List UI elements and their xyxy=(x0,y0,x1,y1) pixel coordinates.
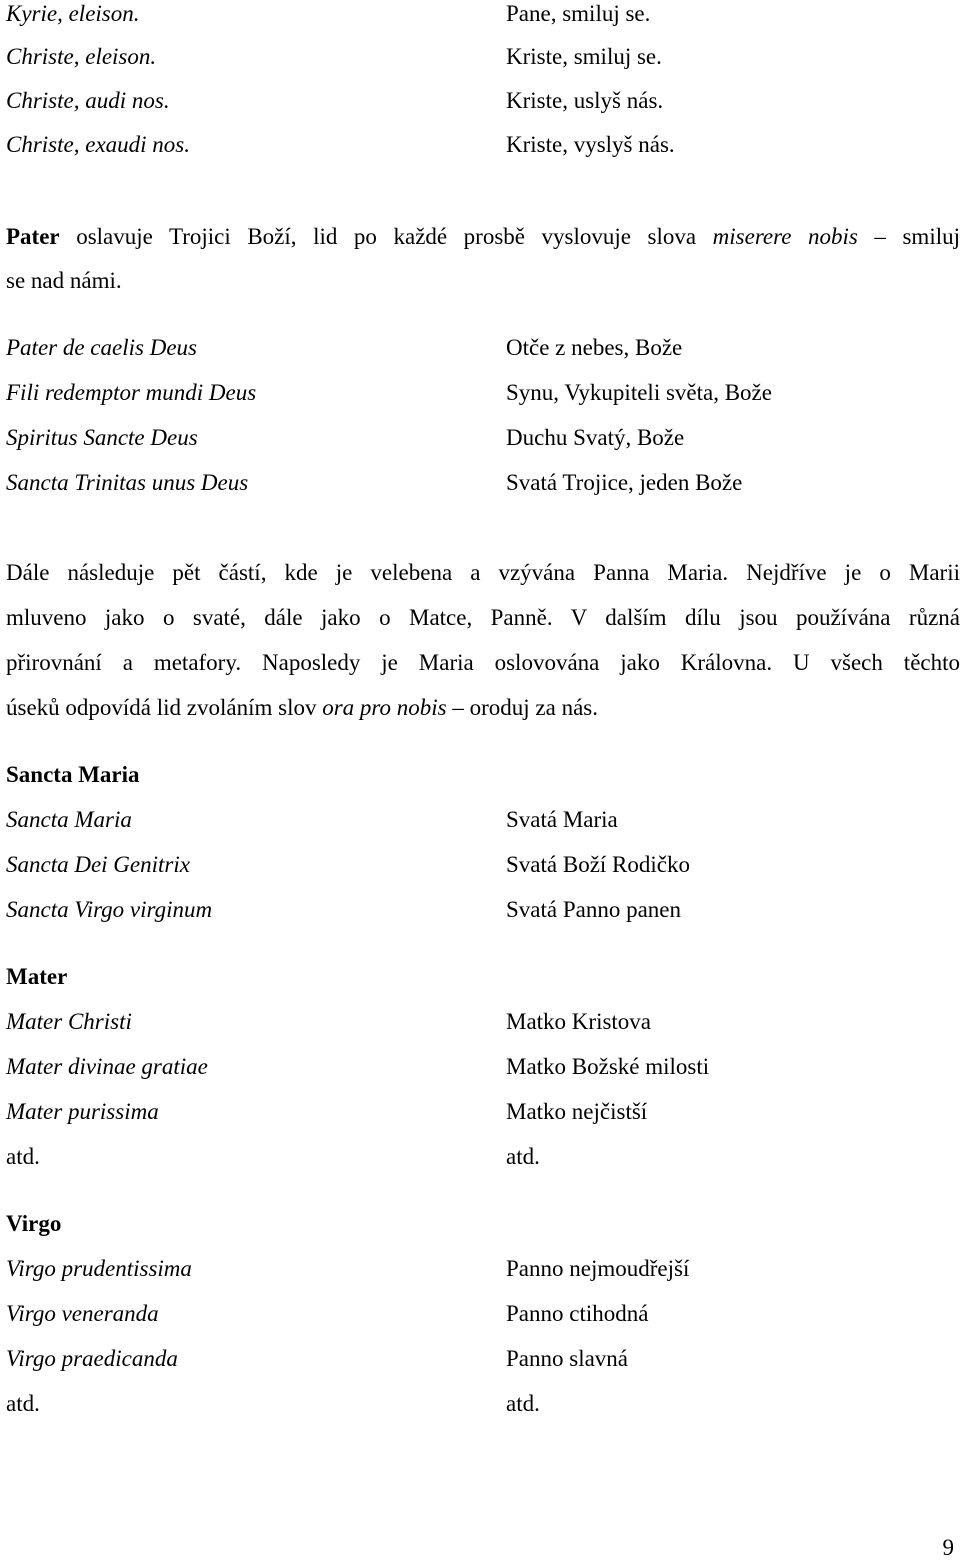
kyrie-czech-line: Kriste, vyslyš nás. xyxy=(506,132,675,157)
pater-keyword: Pater xyxy=(6,224,60,249)
trinity-latin-line: Sancta Trinitas unus Deus xyxy=(6,470,249,495)
trinity-latin-line: Fili redemptor mundi Deus xyxy=(6,380,257,405)
kyrie-latin-line: Kyrie, eleison. xyxy=(6,1,140,26)
section-latin-line: Mater Christi xyxy=(6,1009,132,1034)
ora-pro-nobis-phrase: ora pro nobis xyxy=(322,695,447,720)
etc-label: atd. xyxy=(506,1391,540,1416)
section-czech-line: Panno ctihodná xyxy=(506,1301,649,1326)
section-czech-line: Svatá Maria xyxy=(506,807,618,832)
section-latin-line: Mater purissima xyxy=(6,1099,159,1124)
section-latin-line: Sancta Maria xyxy=(6,807,132,832)
trinity-czech-line: Duchu Svatý, Bože xyxy=(506,425,685,450)
section-latin-line: Virgo prudentissima xyxy=(6,1256,192,1281)
section-czech-line: Svatá Boží Rodičko xyxy=(506,852,690,877)
trinity-czech-line: Synu, Vykupiteli světa, Bože xyxy=(506,380,772,405)
kyrie-latin-line: Christe, exaudi nos. xyxy=(6,132,190,157)
section-czech-line: Svatá Panno panen xyxy=(506,897,682,922)
section-czech-line: Matko Božské milosti xyxy=(506,1054,710,1079)
trinity-czech-line: Svatá Trojice, jeden Bože xyxy=(506,470,743,495)
section-heading: Virgo xyxy=(6,1211,62,1236)
section-latin-line: Virgo veneranda xyxy=(6,1301,159,1326)
description-line xyxy=(6,694,960,722)
trinity-latin-line: Pater de caelis Deus xyxy=(6,335,197,360)
pater-intro-text: oslavuje Trojici Boží, lid po každé prosbě vyslovuje slova xyxy=(59,224,713,249)
pater-intro-line2: se nad námi. xyxy=(6,268,122,293)
kyrie-czech-line: Kriste, uslyš nás. xyxy=(506,88,664,113)
trinity-czech-line: Otče z nebes, Bože xyxy=(506,335,683,360)
section-latin-line: Sancta Virgo virginum xyxy=(6,897,213,922)
section-czech-line: Matko nejčistší xyxy=(506,1099,648,1124)
etc-label: atd. xyxy=(506,1144,540,1169)
etc-label: atd. xyxy=(6,1144,40,1169)
description-line: mluveno jako o svaté, dále jako o Matce, Panně. V dalším dílu jsou používána různá xyxy=(6,605,960,630)
section-heading: Sancta Maria xyxy=(6,762,140,787)
description-line: přirovnání a metafory. Naposledy je Maria oslovována jako Královna. U všech těchto xyxy=(6,650,960,675)
description-text-end: – oroduj za nás. xyxy=(446,695,598,720)
kyrie-czech-line: Kriste, smiluj se. xyxy=(506,44,662,69)
pater-intro-paragraph xyxy=(6,223,960,251)
section-latin-line: Virgo praedicanda xyxy=(6,1346,178,1371)
etc-label: atd. xyxy=(6,1391,40,1416)
miserere-nobis-phrase: miserere nobis xyxy=(712,224,858,249)
page-number: 9 xyxy=(942,1535,954,1560)
trinity-latin-line: Spiritus Sancte Deus xyxy=(6,425,198,450)
section-latin-line: Mater divinae gratiae xyxy=(6,1054,208,1079)
description-text: úseků odpovídá lid zvoláním slov xyxy=(6,695,323,720)
section-czech-line: Panno nejmoudřejší xyxy=(506,1256,690,1281)
section-czech-line: Panno slavná xyxy=(506,1346,629,1371)
pater-intro-text-end: – smiluj xyxy=(857,224,960,249)
section-latin-line: Sancta Dei Genitrix xyxy=(6,852,190,877)
kyrie-latin-line: Christe, audi nos. xyxy=(6,88,170,113)
description-line: Dále následuje pět částí, kde je velebena a vzývána Panna Maria. Nejdříve je o Marii xyxy=(6,560,960,585)
section-czech-line: Matko Kristova xyxy=(506,1009,652,1034)
section-heading: Mater xyxy=(6,964,68,989)
kyrie-latin-line: Christe, eleison. xyxy=(6,44,157,69)
kyrie-czech-line: Pane, smiluj se. xyxy=(506,1,651,26)
